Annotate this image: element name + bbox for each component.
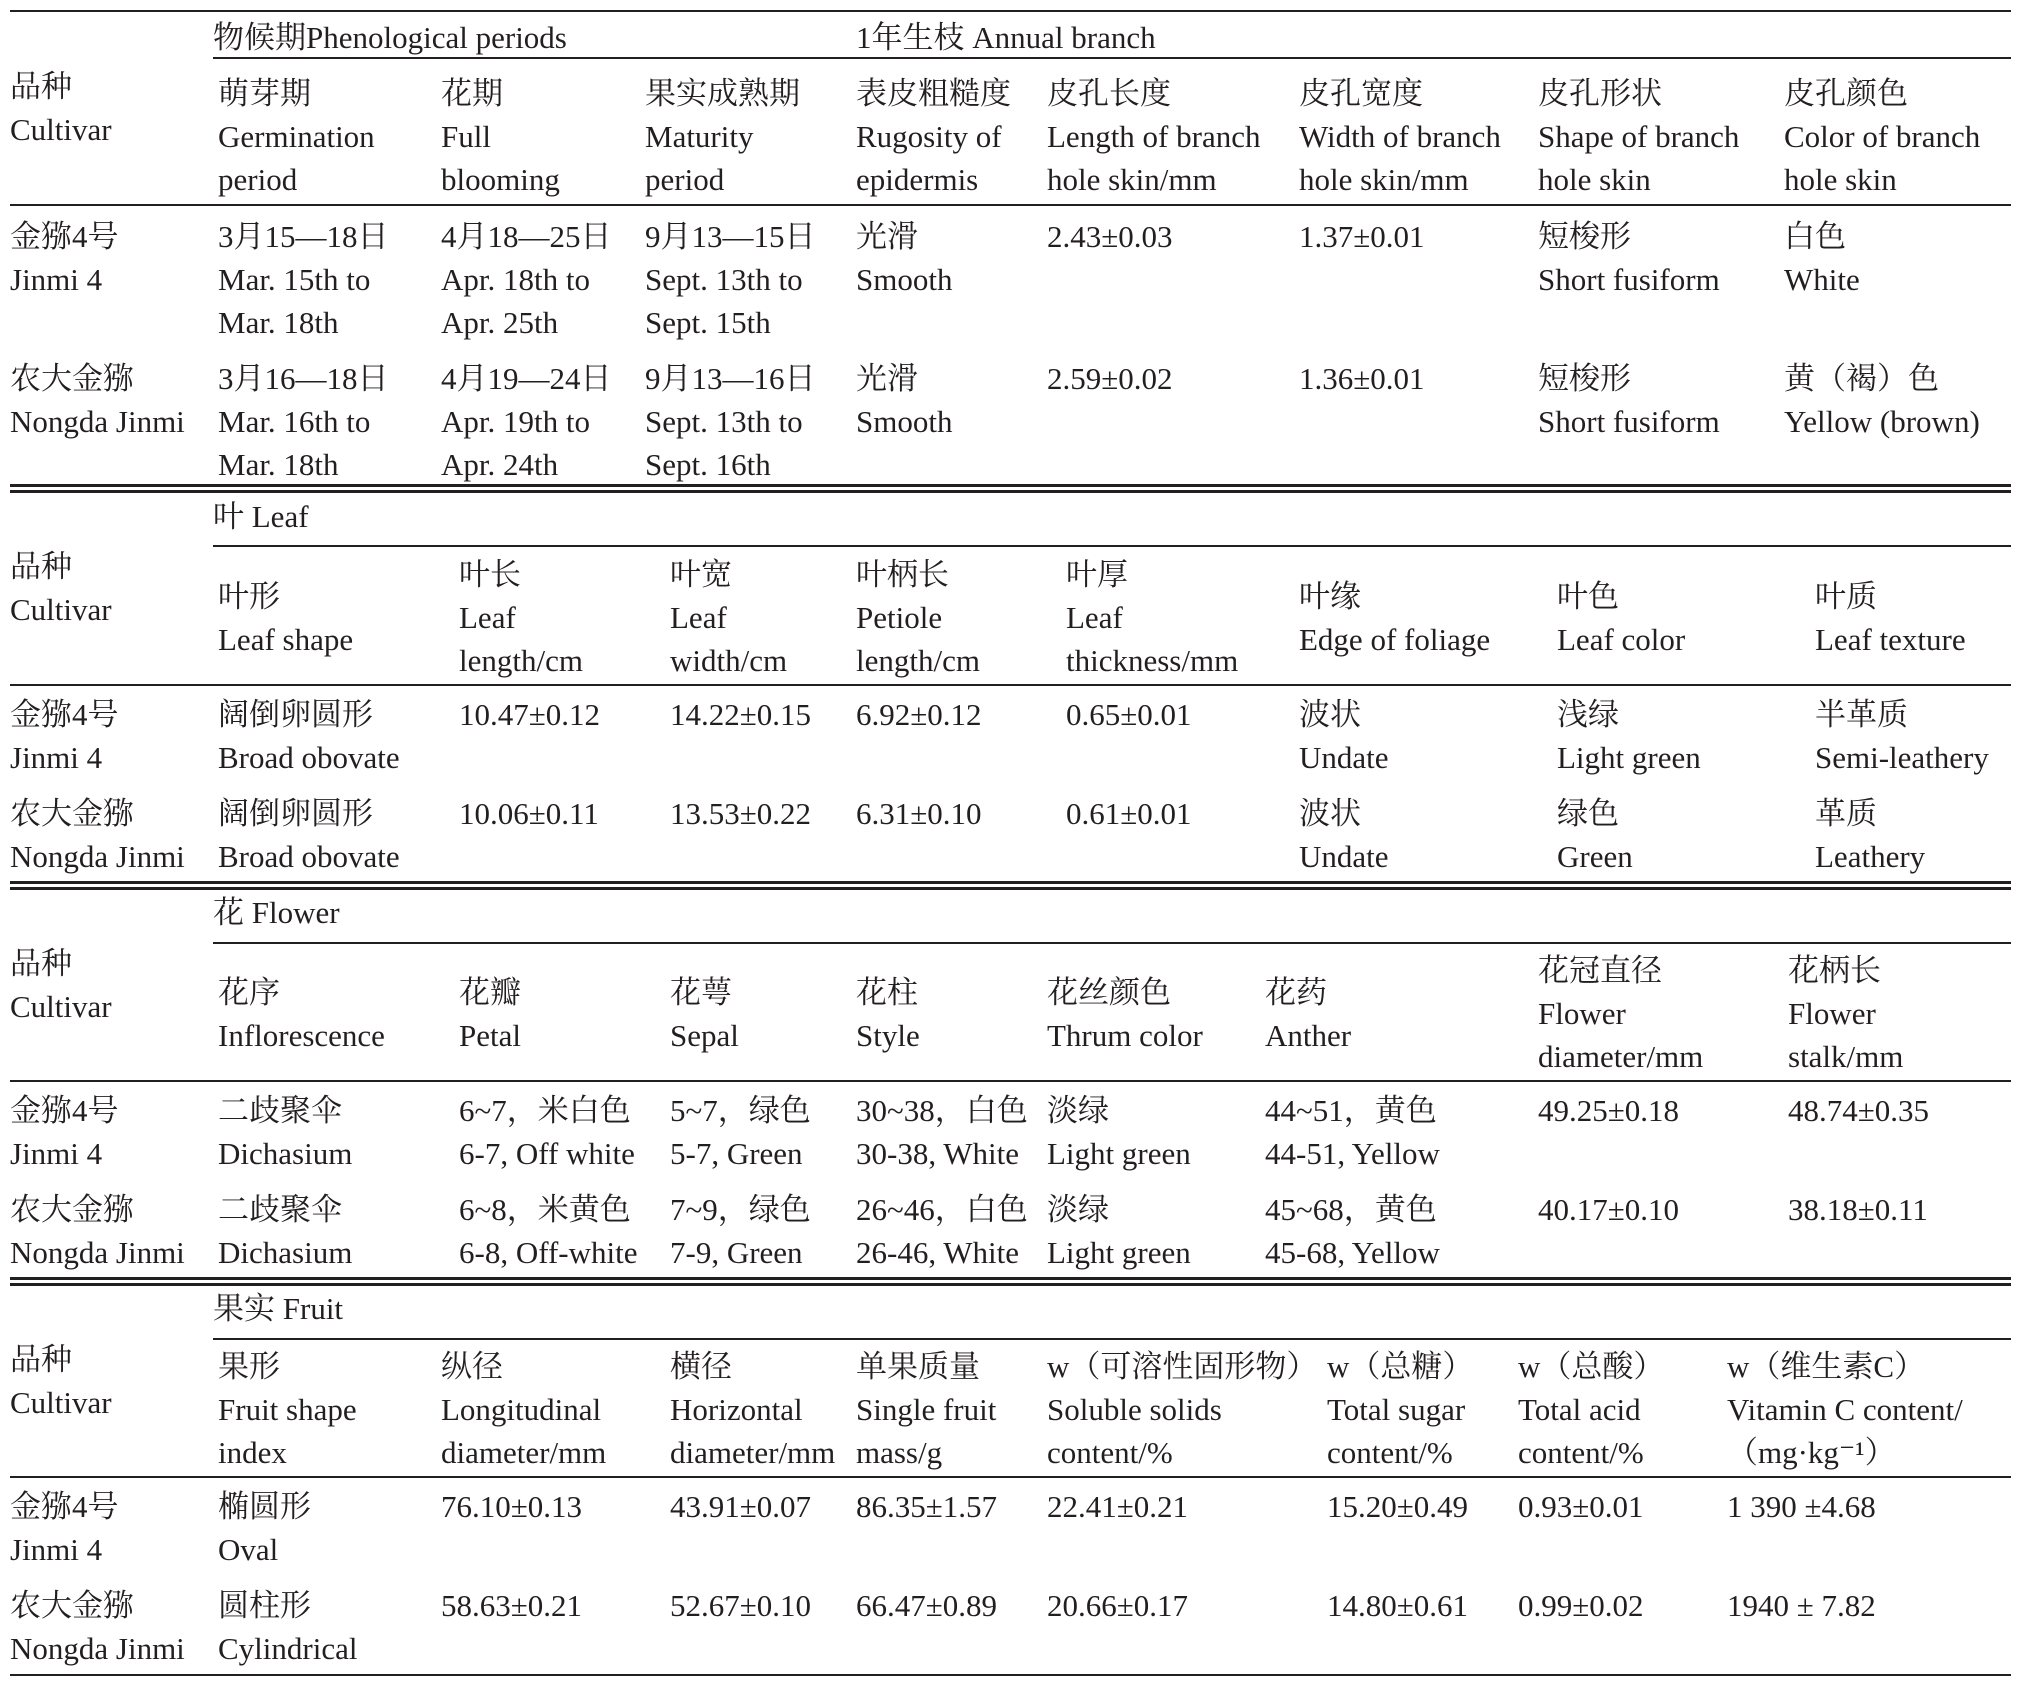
- column-header: diameter/mm: [441, 1435, 607, 1470]
- cultivar-header: 品种: [10, 1342, 72, 1377]
- table-cell: 26-46, White: [856, 1235, 1020, 1270]
- table-cell: Apr. 25th: [441, 305, 559, 340]
- column-header: Germination: [218, 119, 375, 154]
- table-cell: 2.59±0.02: [1047, 361, 1173, 396]
- table-cell: 5~7，绿色: [670, 1093, 811, 1128]
- column-header: w（维生素C）: [1727, 1349, 1926, 1384]
- cultivar-header: Cultivar: [10, 989, 112, 1024]
- table-cell: 10.47±0.12: [459, 697, 601, 732]
- cultivar-name: 农大金猕: [10, 1192, 134, 1227]
- table-cell: 38.18±0.11: [1788, 1192, 1928, 1227]
- column-header: 萌芽期: [218, 76, 311, 111]
- table-cell: Undate: [1299, 839, 1389, 874]
- column-header: Petiole: [856, 600, 943, 635]
- table-cell: 66.47±0.89: [856, 1588, 998, 1623]
- column-header: blooming: [441, 162, 560, 197]
- column-header: 花柄长: [1788, 953, 1881, 988]
- cultivar-header: Cultivar: [10, 1385, 112, 1420]
- table-cell: 6.92±0.12: [856, 697, 982, 732]
- cultivar-name: Jinmi 4: [10, 1532, 103, 1567]
- table-cell: 0.65±0.01: [1066, 697, 1192, 732]
- table-cell: 0.99±0.02: [1518, 1588, 1644, 1623]
- table-cell: Smooth: [856, 262, 953, 297]
- column-header: 皮孔宽度: [1299, 76, 1423, 111]
- table-cell: 椭圆形: [218, 1489, 311, 1524]
- column-header: Single fruit: [856, 1392, 997, 1427]
- column-header: 叶色: [1557, 579, 1619, 614]
- table-cell: 4月18—25日: [441, 219, 612, 254]
- column-header: Leaf: [670, 600, 727, 635]
- column-header: Maturity: [645, 119, 754, 154]
- table-cell: 短梭形: [1538, 361, 1631, 396]
- column-header: Leaf: [459, 600, 516, 635]
- table-cell: 15.20±0.49: [1327, 1489, 1469, 1524]
- table-cell: Light green: [1557, 740, 1701, 775]
- table-cell: Short fusiform: [1538, 262, 1720, 297]
- column-header: Leaf: [1066, 600, 1123, 635]
- column-header: width/cm: [670, 643, 788, 678]
- column-header: 花瓣: [459, 975, 521, 1010]
- rule-s3-header: [10, 1080, 2011, 1082]
- table-cell: 7-9, Green: [670, 1235, 803, 1270]
- column-header: Horizontal: [670, 1392, 803, 1427]
- table-cell: Semi-leathery: [1815, 740, 1989, 775]
- table-cell: Mar. 16th to: [218, 404, 371, 439]
- column-header: hole skin: [1538, 162, 1651, 197]
- table-cell: Undate: [1299, 740, 1389, 775]
- column-header: diameter/mm: [1538, 1039, 1704, 1074]
- table-cell: 0.61±0.01: [1066, 796, 1192, 831]
- table-cell: 4月19—24日: [441, 361, 612, 396]
- column-header: 花柱: [856, 975, 918, 1010]
- table-cell: 2.43±0.03: [1047, 219, 1173, 254]
- table-cell: 6-8, Off-white: [459, 1235, 638, 1270]
- table-cell: 阔倒卵圆形: [218, 796, 373, 831]
- table-cell: 7~9，绿色: [670, 1192, 811, 1227]
- table-cell: Light green: [1047, 1136, 1191, 1171]
- column-header: period: [645, 162, 725, 197]
- table-cell: 6.31±0.10: [856, 796, 982, 831]
- table-cell: 1940 ± 7.82: [1727, 1588, 1876, 1623]
- table-cell: 阔倒卵圆形: [218, 697, 373, 732]
- column-header: 叶厚: [1066, 557, 1128, 592]
- table-cell: 86.35±1.57: [856, 1489, 998, 1524]
- cultivar-name: Nongda Jinmi: [10, 1631, 185, 1666]
- table-cell: 6~7，米白色: [459, 1093, 631, 1128]
- cultivar-name: 农大金猕: [10, 796, 134, 831]
- table-cell: 光滑: [856, 361, 918, 396]
- table-cell: 30-38, White: [856, 1136, 1020, 1171]
- column-header: hole skin/mm: [1299, 162, 1469, 197]
- table-cell: 6-7, Off white: [459, 1136, 635, 1171]
- column-header: w（可溶性固形物）: [1047, 1349, 1318, 1384]
- table-cell: White: [1784, 262, 1860, 297]
- cultivar-name: 农大金猕: [10, 361, 134, 396]
- table-cell: 13.53±0.22: [670, 796, 812, 831]
- rule-s2-group: [213, 545, 2011, 547]
- cultivar-name: 金猕4号: [10, 219, 119, 254]
- table-cell: Apr. 19th to: [441, 404, 590, 439]
- table-cell: Light green: [1047, 1235, 1191, 1270]
- cultivar-header: 品种: [10, 549, 72, 584]
- column-header: Soluble solids: [1047, 1392, 1222, 1427]
- table-cell: 半革质: [1815, 697, 1908, 732]
- table-cell: 58.63±0.21: [441, 1588, 583, 1623]
- column-header: Rugosity of: [856, 119, 1002, 154]
- column-header: 单果质量: [856, 1349, 980, 1384]
- column-header: 花序: [218, 975, 280, 1010]
- column-header: Longitudinal: [441, 1392, 602, 1427]
- rule-s4-start: [10, 1283, 2011, 1286]
- column-header: Total sugar: [1327, 1392, 1466, 1427]
- table-cell: 3月15—18日: [218, 219, 389, 254]
- column-header: Thrum color: [1047, 1018, 1203, 1053]
- table-cell: 9月13—16日: [645, 361, 816, 396]
- column-header: Anther: [1265, 1018, 1352, 1053]
- column-header: index: [218, 1435, 287, 1470]
- column-header: Inflorescence: [218, 1018, 385, 1053]
- column-header: 花药: [1265, 975, 1327, 1010]
- table-cell: 淡绿: [1047, 1093, 1109, 1128]
- cultivar-name: Nongda Jinmi: [10, 839, 185, 874]
- column-header: epidermis: [856, 162, 979, 197]
- table-cell: 45~68，黄色: [1265, 1192, 1437, 1227]
- cultivar-name: Jinmi 4: [10, 262, 103, 297]
- column-header: 叶长: [459, 557, 521, 592]
- table-cell: 3月16—18日: [218, 361, 389, 396]
- table-cell: 白色: [1784, 219, 1846, 254]
- cultivar-header: 品种: [10, 946, 72, 981]
- column-header: 纵径: [441, 1349, 503, 1384]
- column-header: Petal: [459, 1018, 521, 1053]
- column-header: content/%: [1518, 1435, 1644, 1470]
- table-cell: 20.66±0.17: [1047, 1588, 1189, 1623]
- table-cell: Sept. 13th to: [645, 404, 803, 439]
- rule-s2-start: [10, 490, 2011, 493]
- column-header: Color of branch: [1784, 119, 1981, 154]
- table-cell: 浅绿: [1557, 697, 1619, 732]
- column-header: Fruit shape: [218, 1392, 357, 1427]
- column-header: Leaf shape: [218, 622, 354, 657]
- rule-s3-start: [10, 887, 2011, 890]
- column-header: Total acid: [1518, 1392, 1641, 1427]
- column-header: 表皮粗糙度: [856, 76, 1011, 111]
- table-cell: 14.80±0.61: [1327, 1588, 1469, 1623]
- table-cell: 黄（褐）色: [1784, 361, 1939, 396]
- table-cell: 1 390 ±4.68: [1727, 1489, 1876, 1524]
- table-cell: 49.25±0.18: [1538, 1093, 1680, 1128]
- table-cell: Sept. 16th: [645, 447, 771, 482]
- column-header: Flower: [1788, 996, 1876, 1031]
- column-header: 花丝颜色: [1047, 975, 1171, 1010]
- column-header: 花冠直径: [1538, 953, 1662, 988]
- table-cell: 44-51, Yellow: [1265, 1136, 1440, 1171]
- table-cell: 革质: [1815, 796, 1877, 831]
- column-header: stalk/mm: [1788, 1039, 1904, 1074]
- table-cell: 9月13—15日: [645, 219, 816, 254]
- table-cell: 44~51，黄色: [1265, 1093, 1437, 1128]
- table-cell: 30~38，白色: [856, 1093, 1028, 1128]
- table-cell: 1.36±0.01: [1299, 361, 1425, 396]
- column-header: length/cm: [459, 643, 583, 678]
- column-header: period: [218, 162, 298, 197]
- table-cell: 43.91±0.07: [670, 1489, 812, 1524]
- column-header: hole skin/mm: [1047, 162, 1217, 197]
- cultivar-header: Cultivar: [10, 592, 112, 627]
- cultivar-name: Nongda Jinmi: [10, 1235, 185, 1270]
- table-cell: 26~46，白色: [856, 1192, 1028, 1227]
- s4-group-title: 果实 Fruit: [213, 1291, 344, 1326]
- table-cell: Leathery: [1815, 839, 1926, 874]
- table-cell: 5-7, Green: [670, 1136, 803, 1171]
- table-cell: Oval: [218, 1532, 279, 1567]
- column-header: 花萼: [670, 975, 732, 1010]
- table-cell: 76.10±0.13: [441, 1489, 583, 1524]
- table-cell: 淡绿: [1047, 1192, 1109, 1227]
- column-header: Style: [856, 1018, 920, 1053]
- column-header: w（总糖）: [1327, 1349, 1474, 1384]
- s3-group-title: 花 Flower: [213, 895, 340, 930]
- table-cell: Apr. 24th: [441, 447, 559, 482]
- cultivar-header: 品种: [10, 69, 72, 104]
- table-cell: 6~8，米黄色: [459, 1192, 631, 1227]
- column-header: （mg·kg⁻¹）: [1727, 1435, 1896, 1470]
- table-cell: 波状: [1299, 697, 1361, 732]
- table-cell: Mar. 15th to: [218, 262, 371, 297]
- column-header: mass/g: [856, 1435, 943, 1470]
- column-header: Width of branch: [1299, 119, 1501, 154]
- table-cell: Dichasium: [218, 1136, 353, 1171]
- rule-top: [10, 10, 2011, 12]
- column-header: 叶缘: [1299, 579, 1361, 614]
- cultivar-name: 金猕4号: [10, 1093, 119, 1128]
- column-header: 皮孔颜色: [1784, 76, 1908, 111]
- cultivar-header: Cultivar: [10, 112, 112, 147]
- column-header: 皮孔形状: [1538, 76, 1662, 111]
- table-cell: Sept. 15th: [645, 305, 771, 340]
- column-header: 果形: [218, 1349, 280, 1384]
- column-header: 皮孔长度: [1047, 76, 1171, 111]
- cultivar-name: 金猕4号: [10, 1489, 119, 1524]
- column-header: diameter/mm: [670, 1435, 836, 1470]
- column-header: hole skin: [1784, 162, 1897, 197]
- table-cell: 波状: [1299, 796, 1361, 831]
- column-header: 叶质: [1815, 579, 1877, 614]
- column-header: Leaf texture: [1815, 622, 1966, 657]
- column-header: Edge of foliage: [1299, 622, 1491, 657]
- table-cell: 45-68, Yellow: [1265, 1235, 1440, 1270]
- table-cell: 1.37±0.01: [1299, 219, 1425, 254]
- cultivar-name: 金猕4号: [10, 697, 119, 732]
- table-cell: 二歧聚伞: [218, 1192, 342, 1227]
- table-cell: 40.17±0.10: [1538, 1192, 1680, 1227]
- column-header: 横径: [670, 1349, 732, 1384]
- column-header: Sepal: [670, 1018, 739, 1053]
- column-header: Length of branch: [1047, 119, 1261, 154]
- table-cell: Short fusiform: [1538, 404, 1720, 439]
- s1-group-title: 1年生枝 Annual branch: [856, 20, 1156, 55]
- table-cell: Cylindrical: [218, 1631, 358, 1666]
- rule-s2-header: [10, 684, 2011, 686]
- table-cell: 14.22±0.15: [670, 697, 812, 732]
- cultivar-name: Nongda Jinmi: [10, 404, 185, 439]
- table-cell: 52.67±0.10: [670, 1588, 812, 1623]
- rule-bottom: [10, 1674, 2011, 1676]
- table-cell: Green: [1557, 839, 1633, 874]
- rule-s3-end: [10, 1277, 2011, 1280]
- table-cell: 二歧聚伞: [218, 1093, 342, 1128]
- column-header: content/%: [1327, 1435, 1453, 1470]
- table-cell: Mar. 18th: [218, 447, 339, 482]
- table-cell: Apr. 18th to: [441, 262, 590, 297]
- rule-s4-group: [213, 1338, 2011, 1340]
- column-header: Flower: [1538, 996, 1626, 1031]
- column-header: content/%: [1047, 1435, 1173, 1470]
- table-cell: Mar. 18th: [218, 305, 339, 340]
- column-header: thickness/mm: [1066, 643, 1239, 678]
- rule-s1-header: [10, 204, 2011, 206]
- table-cell: 48.74±0.35: [1788, 1093, 1930, 1128]
- column-header: w（总酸）: [1518, 1349, 1665, 1384]
- s2-group-title: 叶 Leaf: [213, 499, 309, 534]
- table-cell: Smooth: [856, 404, 953, 439]
- table-cell: 绿色: [1557, 796, 1619, 831]
- rule-s2-end: [10, 881, 2011, 884]
- column-header: Leaf color: [1557, 622, 1686, 657]
- cultivar-name: 农大金猕: [10, 1588, 134, 1623]
- table-cell: Yellow (brown): [1784, 404, 1980, 439]
- s1-group-title: 物候期Phenological periods: [213, 20, 567, 55]
- column-header: Vitamin C content/: [1727, 1392, 1963, 1427]
- table-cell: Broad obovate: [218, 740, 400, 775]
- cultivar-name: Jinmi 4: [10, 1136, 103, 1171]
- rule-s3-group: [213, 942, 2011, 944]
- column-header: 叶柄长: [856, 557, 949, 592]
- table-cell: 圆柱形: [218, 1588, 311, 1623]
- column-header: 叶宽: [670, 557, 732, 592]
- column-header: 果实成熟期: [645, 76, 800, 111]
- column-header: 花期: [441, 76, 503, 111]
- table-cell: Sept. 13th to: [645, 262, 803, 297]
- table-cell: 22.41±0.21: [1047, 1489, 1189, 1524]
- table-cell: 短梭形: [1538, 219, 1631, 254]
- table-cell: 光滑: [856, 219, 918, 254]
- column-header: 叶形: [218, 579, 280, 614]
- table-cell: Dichasium: [218, 1235, 353, 1270]
- cultivar-name: Jinmi 4: [10, 740, 103, 775]
- column-header: length/cm: [856, 643, 980, 678]
- rule-s4-header: [10, 1476, 2011, 1478]
- column-header: Full: [441, 119, 491, 154]
- table-cell: 10.06±0.11: [459, 796, 599, 831]
- column-header: Shape of branch: [1538, 119, 1740, 154]
- table-cell: 0.93±0.01: [1518, 1489, 1644, 1524]
- table-cell: Broad obovate: [218, 839, 400, 874]
